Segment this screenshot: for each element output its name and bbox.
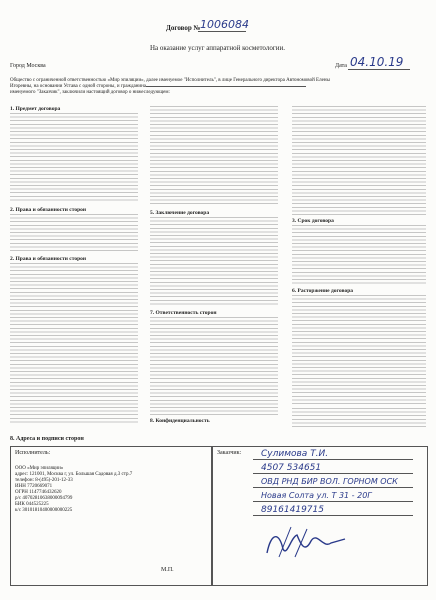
section-5-heading: 5. Заключение договора: [150, 210, 210, 216]
section-6-text: [292, 295, 426, 405]
section-2b-text: [10, 263, 138, 423]
section-3-heading: 3. Срок договора: [292, 218, 334, 224]
customer-label: Заказчик:: [217, 450, 242, 456]
section-3-text: [150, 106, 278, 206]
section-2a-text: [10, 214, 138, 252]
customer-address-handwritten: Новая Солта ул. Т 31 - 20Г: [261, 491, 372, 500]
customer-phone-handwritten: 89161419715: [261, 505, 324, 515]
executor-stamp-mark: М.П.: [161, 567, 174, 573]
city-label: Город Москва: [10, 63, 46, 69]
contract-subtitle: На оказание услуг аппаратной косметологии.: [150, 44, 285, 52]
customer-name-handwritten: Сулимова Т.И.: [261, 449, 329, 459]
executor-label: Исполнитель:: [15, 450, 51, 456]
date-line: [348, 69, 410, 70]
section-6b-text: [292, 408, 426, 428]
contract-number-handwritten: 1006084: [200, 18, 249, 31]
intro-paragraph: Общество с ограниченной ответственностью «Мир эпиляции», далее именуемое "Исполнитель", в лице Генерального директора Автономовой Елены Игоревны, на основании Устава с одной стороны, и гражданина именуемого "Заказчик", заключили настоящий договор о нижеследующем:: [10, 78, 330, 95]
section-2-sub-heading: 2. Права и обязанности сторон: [10, 256, 87, 262]
section-7-heading: 7. Ответственность сторон: [150, 310, 217, 316]
section-4-text: [292, 106, 426, 216]
customer-box: [212, 446, 428, 586]
executor-details: ООО «Мир эпиляции» адрес: 121001, Москва г, ул. Большая Садовая д.3 стр.7 телефон: 8-(495)-201-12-33 ИНН 7720669071 ОГРН 1147746432620 р/с 40702810638000094799 БИК 044525225 к/с 30101810400000000225: [15, 466, 133, 513]
customer-signature: [261, 523, 351, 563]
customer-issued-by-handwritten: ОВД РНД БИР ВОЛ. ГОРНОМ ОСК: [261, 477, 398, 486]
customer-passport-handwritten: 4507 534651: [261, 463, 322, 473]
date-label: Дата: [335, 63, 347, 69]
section-5-text: [150, 217, 278, 307]
executor-box: [10, 446, 212, 586]
section-3b-text: [292, 225, 426, 285]
section-8-heading: 8. Конфиденциальность: [150, 418, 210, 424]
section-2-heading: 2. Права и обязанности сторон: [10, 207, 87, 213]
section-1-heading: 1. Предмет договора: [10, 106, 61, 112]
section-1-text: [10, 113, 138, 203]
contract-title-prefix: Договор №: [166, 24, 201, 32]
contract-number-line: [198, 31, 246, 32]
parties-heading: 8. Адреса и подписи сторон: [10, 436, 84, 442]
date-handwritten: 04.10.19: [350, 55, 404, 69]
section-6-heading: 6. Расторжение договора: [292, 288, 353, 294]
section-7-text: [150, 317, 278, 417]
